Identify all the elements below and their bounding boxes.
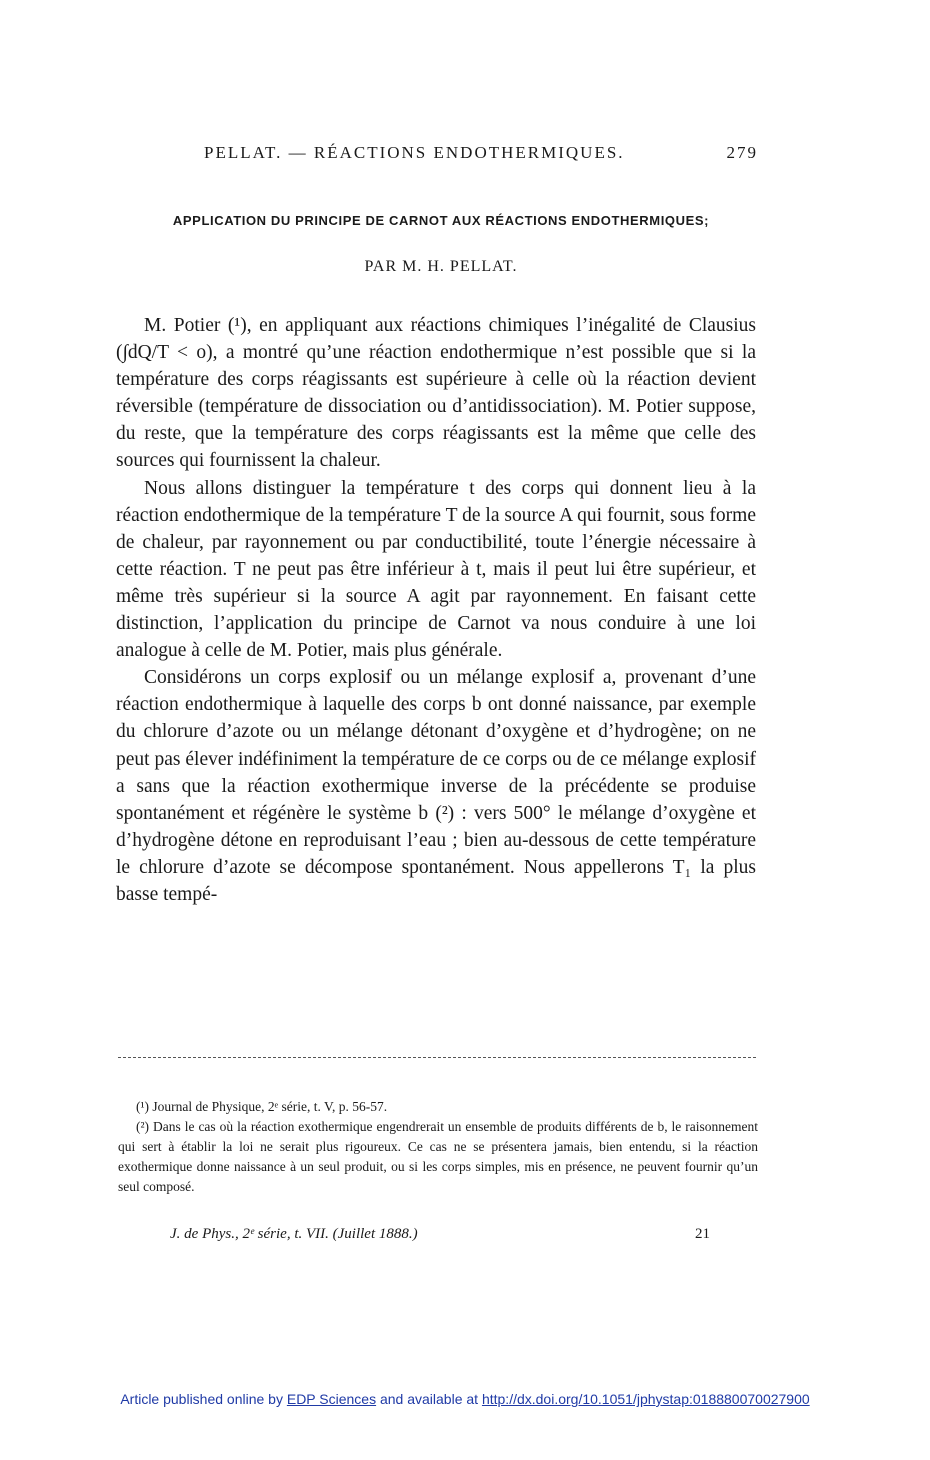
page-number: 279 <box>726 143 758 162</box>
journal-citation-line <box>170 1226 710 1243</box>
footnote-1: (¹) Journal de Physique, 2ᵉ série, t. V, p. 56-57. <box>136 1099 388 1114</box>
journal-citation: J. de Phys., 2ᵉ série, t. VII. (Juillet 1888.) <box>170 1226 418 1242</box>
publication-banner <box>0 1391 930 1407</box>
banner-middle: and available at <box>379 1391 479 1407</box>
publisher-link[interactable]: EDP Sciences <box>286 1391 377 1407</box>
body-text <box>116 312 756 908</box>
paragraph-1: M. Potier (¹), en appliquant aux réactions chimiques l’inégalité de Clausius (∫dQ/T < o), a montré qu’une réaction endothermique n’est possible que si la température des corps réagissants est supérieure à celle où la réaction devient réversible (température de dissociation ou d’antidissociation). M. Potier suppose, du reste, que la température des corps réagissants est la même que celle des sources qui fournissent la chaleur. <box>116 315 756 472</box>
footnote-2: (²) Dans le cas où la réaction exothermique engendrerait un ensemble de produits différents de b, le raisonnement qui sert à établir la loi ne serait plus rigoureux. Ce cas ne se présentera jamais, bien entendu, si la réaction exothermique donne naissance à un seul produit, ou si les corps simples, mis en présence, ne peuvent fournir qu’un seul composé. <box>118 1119 758 1194</box>
footnotes <box>118 1097 758 1197</box>
running-head <box>118 143 758 163</box>
footnote-divider <box>118 1057 756 1058</box>
banner-prefix: Article published online by <box>120 1391 283 1407</box>
running-head-title: PELLAT. — RÉACTIONS ENDOTHERMIQUES. <box>204 143 625 162</box>
doi-link[interactable]: http://dx.doi.org/10.1051/jphystap:018880070027900 <box>481 1391 810 1407</box>
paragraph-3: Considérons un corps explosif ou un mélange explosif a, provenant d’une réaction endothermique à laquelle des corps b ont donné naissance, par exemple du chlorure d’azote ou un mélange détonant d’oxygène et d’hydrogène; on ne peut pas élever indéfiniment la température de ce corps ou de ce mélange explosif a sans que la réaction exothermique inverse de la précédente se produise spontanément et régénère le système b (²) : vers 500° le mélange d’oxygène et d’hydrogène détone en reproduisant l’eau ; bien au-dessous de cette température le chlorure d’azote se décompose spontanément. Nous appellerons T₁ la plus basse tempé- <box>116 667 756 905</box>
article-title: APPLICATION DU PRINCIPE DE CARNOT AUX RÉACTIONS ENDOTHERMIQUES; <box>172 213 710 228</box>
signature-mark: 21 <box>695 1226 710 1242</box>
paragraph-2: Nous allons distinguer la température t des corps qui donnent lieu à la réaction endothermique de la température T de la source A qui fournit, sous forme de chaleur, par rayonnement ou par conductibilité, toute l’énergie nécessaire à cette réaction. T ne peut pas être inférieur à t, mais il peut lui être supérieur, et même très supérieur si la source A agit par rayonnement. En faisant cette distinction, l’application du principe de Carnot va nous conduire à une loi analogue à celle de M. Potier, mais plus générale. <box>116 477 756 662</box>
author-byline: PAR M. H. PELLAT. <box>364 258 518 275</box>
